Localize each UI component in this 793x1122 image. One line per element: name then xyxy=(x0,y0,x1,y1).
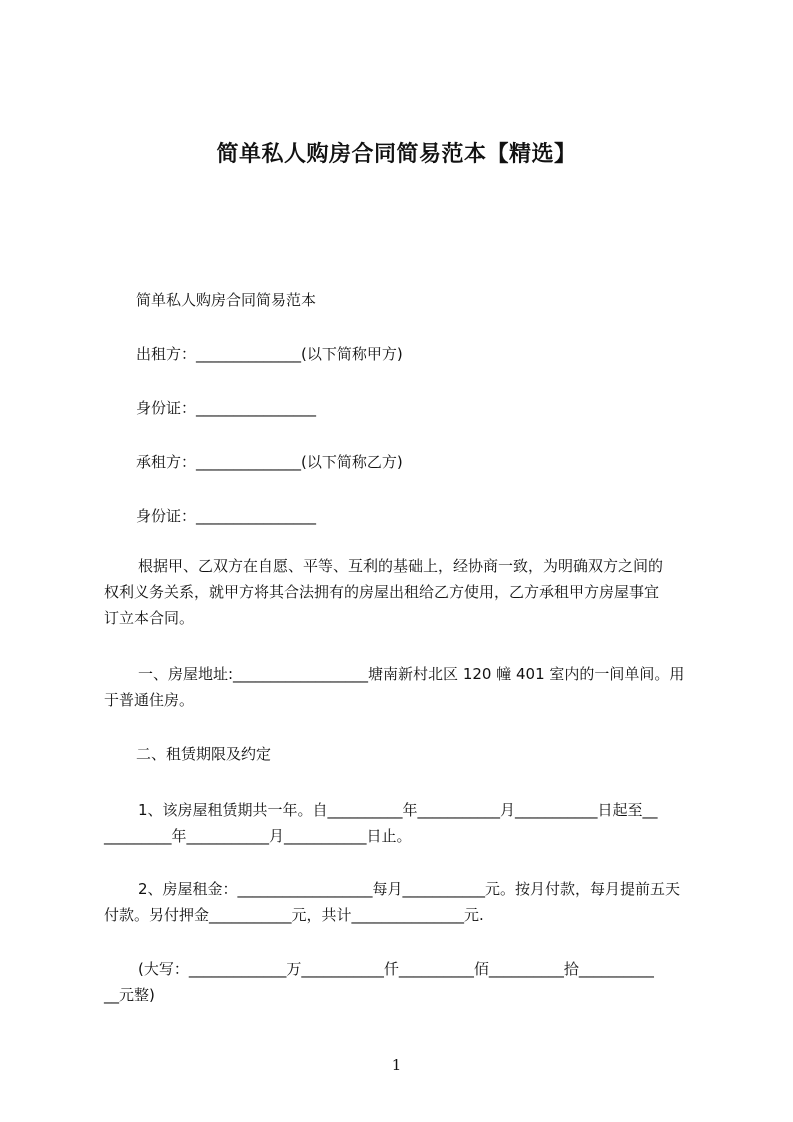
lessee-line: 承租方：______________(以下简称乙方) xyxy=(136,453,403,471)
page-number: 1 xyxy=(391,1056,402,1074)
amount-line-2: __元整) xyxy=(104,986,155,1004)
term-paragraph xyxy=(104,797,712,849)
clause-1-line-2: 于普通住房。 xyxy=(104,691,195,709)
lessor-id-line: 身份证：________________ xyxy=(136,399,317,417)
subtitle: 简单私人购房合同简易范本 xyxy=(136,291,317,309)
amount-line-1: (大写：_____________万___________仟__________佰__________拾__________ xyxy=(138,960,654,978)
rent-paragraph xyxy=(104,876,712,928)
lessee-id-line: 身份证：________________ xyxy=(136,507,317,525)
clause-1-line-1: 一、房屋地址:__________________塘南新村北区 120 幢 401 室内的一间单间。用 xyxy=(138,665,685,683)
page-title: 简单私人购房合同简易范本【精选】 xyxy=(216,142,577,167)
term-line-2: _________年___________月___________日止。 xyxy=(104,827,412,845)
term-line-1: 1、该房屋租赁期共一年。自__________年___________月___________日起至__ xyxy=(138,801,658,819)
rent-line-1: 2、房屋租金：__________________每月___________元。按月付款，每月提前五天 xyxy=(138,880,681,898)
clause-2-heading: 二、租赁期限及约定 xyxy=(136,745,272,763)
preamble-line-1: 根据甲、乙双方在自愿、平等、互利的基础上，经协商一致，为明确双方之间的 xyxy=(138,557,664,575)
lessor-line: 出租方：______________(以下简称甲方) xyxy=(136,345,403,363)
amount-in-words-paragraph xyxy=(104,956,712,1008)
clause-1-paragraph xyxy=(104,661,712,713)
rent-line-2: 付款。另付押金___________元，共计_______________元. xyxy=(104,906,484,924)
preamble-line-2: 权利义务关系，就甲方将其合法拥有的房屋出租给乙方使用，乙方承租甲方房屋事宜 xyxy=(104,583,660,601)
preamble-paragraph xyxy=(104,553,712,631)
preamble-line-3: 订立本合同。 xyxy=(104,609,195,627)
